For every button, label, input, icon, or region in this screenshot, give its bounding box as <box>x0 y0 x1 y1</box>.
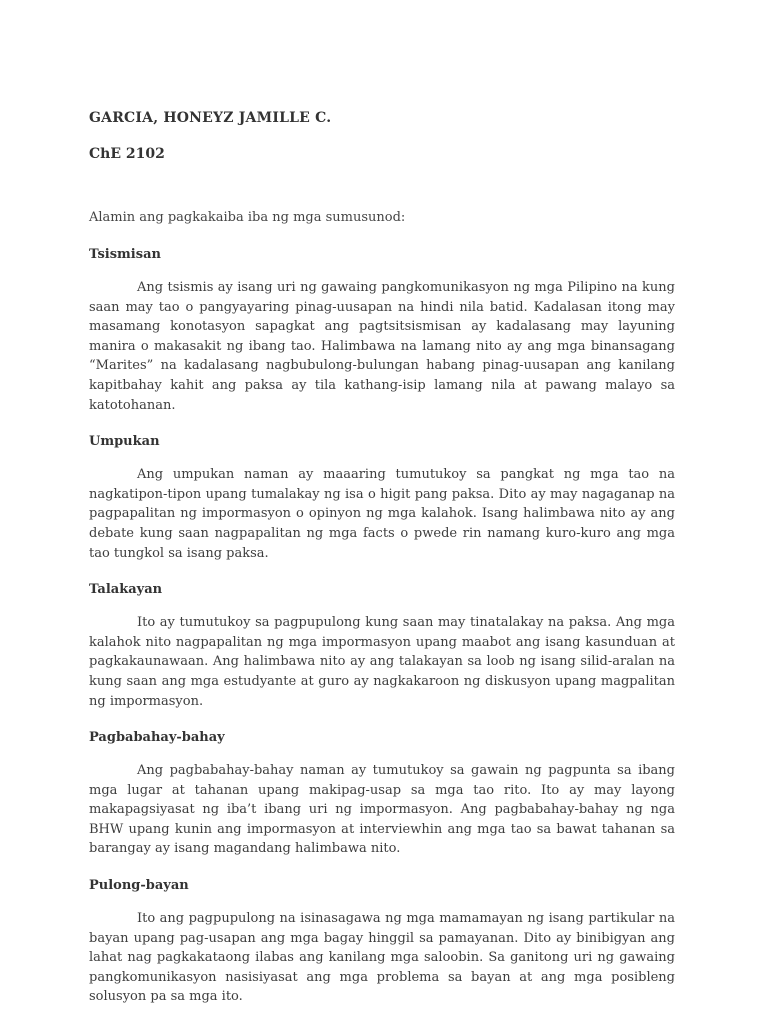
section-heading: Pulong-bayan <box>89 878 189 894</box>
section-pulong-bayan <box>89 876 675 1007</box>
section-paragraph: Ang tsismis ay isang uri ng gawaing pangkomunikasyon ng mga Pilipino na kung saan may tao o pangyayaring pinag-uusapan na hindi nila batid. Kadalasan itong may masamang konotasyon sapagkat ang pagtsitsismisan ay kadalasang may layuning manira o makasakit ng ibang tao. Halimbawa na lamang nito ay ang mga binansagang “Marites” na kadalasang nagbubulong-bulungan habang pinag-uusapan ang kanilang kapitbahay kahit ang paksa ay tila kathang-isip lamang nila at pawang malayo sa katotohanan. <box>89 280 675 413</box>
section-talakayan <box>89 580 675 711</box>
section-heading: Talakayan <box>89 582 163 598</box>
student-name: GARCIA, HONEYZ JAMILLE C. <box>89 110 332 126</box>
document-page <box>89 108 675 1007</box>
course-code: ChE 2102 <box>89 146 165 162</box>
section-heading: Umpukan <box>89 434 160 450</box>
section-paragraph: Ito ang pagpupulong na isinasagawa ng mga mamamayan ng isang partikular na bayan upang pag-usapan ang mga bagay hinggil sa pamayanan. Dito ay binibigyan ang lahat nag pagkakataong ilabas ang kanilang mga saloobin. Sa ganitong uri ng gawaing pangkomunikasyon nasisiyasat ang mga problema sa bayan at ang mga posibleng solusyon pa sa mga ito. <box>89 911 675 1005</box>
section-paragraph: Ito ay tumutukoy sa pagpupulong kung saan may tinatalakay na paksa. Ang mga kalahok nito nagpapalitan ng mga impormasyon upang maabot ang isang kasunduan at pagkakaunawaan. Ang halimbawa nito ay ang talakayan sa loob ng isang silid-aralan na kung saan ang mga estudyante at guro ay nagkakaroon ng diskusyon upang magpalitan ng impormasyon. <box>89 615 675 709</box>
section-paragraph: Ang umpukan naman ay maaaring tumutukoy sa pangkat ng mga tao na nagkatipon-tipon upang tumalakay ng isa o higit pang paksa. Dito ay may nagaganap na pagpapalitan ng impormasyon o opinyon ng mga kalahok. Isang halimbawa nito ay ang debate kung saan nagpapalitan ng mga facts o pwede rin namang kuro-kuro ang mga tao tungkol sa isang paksa. <box>89 467 675 561</box>
section-umpukan <box>89 432 675 563</box>
section-tsismisan <box>89 245 675 415</box>
section-heading: Tsismisan <box>89 247 161 262</box>
section-heading: Pagbabahay-bahay <box>89 730 225 746</box>
section-pagbabahay-bahay <box>89 728 675 859</box>
section-paragraph: Ang pagbabahay-bahay naman ay tumutukoy sa gawain ng pagpunta sa ibang mga lugar at tahanan upang makipag-usap sa mga tao rito. Ito ay may layong makapagsiyasat ng iba’t ibang uri ng impormasyon. Ang pagbabahay-bahay ng nga BHW upang kunin ang impormasyon at interviewhin ang mga tao sa bawat tahanan sa barangay ay isang magandang halimbawa nito. <box>89 763 675 857</box>
intro-text: Alamin ang pagkakaiba iba ng mga sumusunod: <box>89 210 406 225</box>
